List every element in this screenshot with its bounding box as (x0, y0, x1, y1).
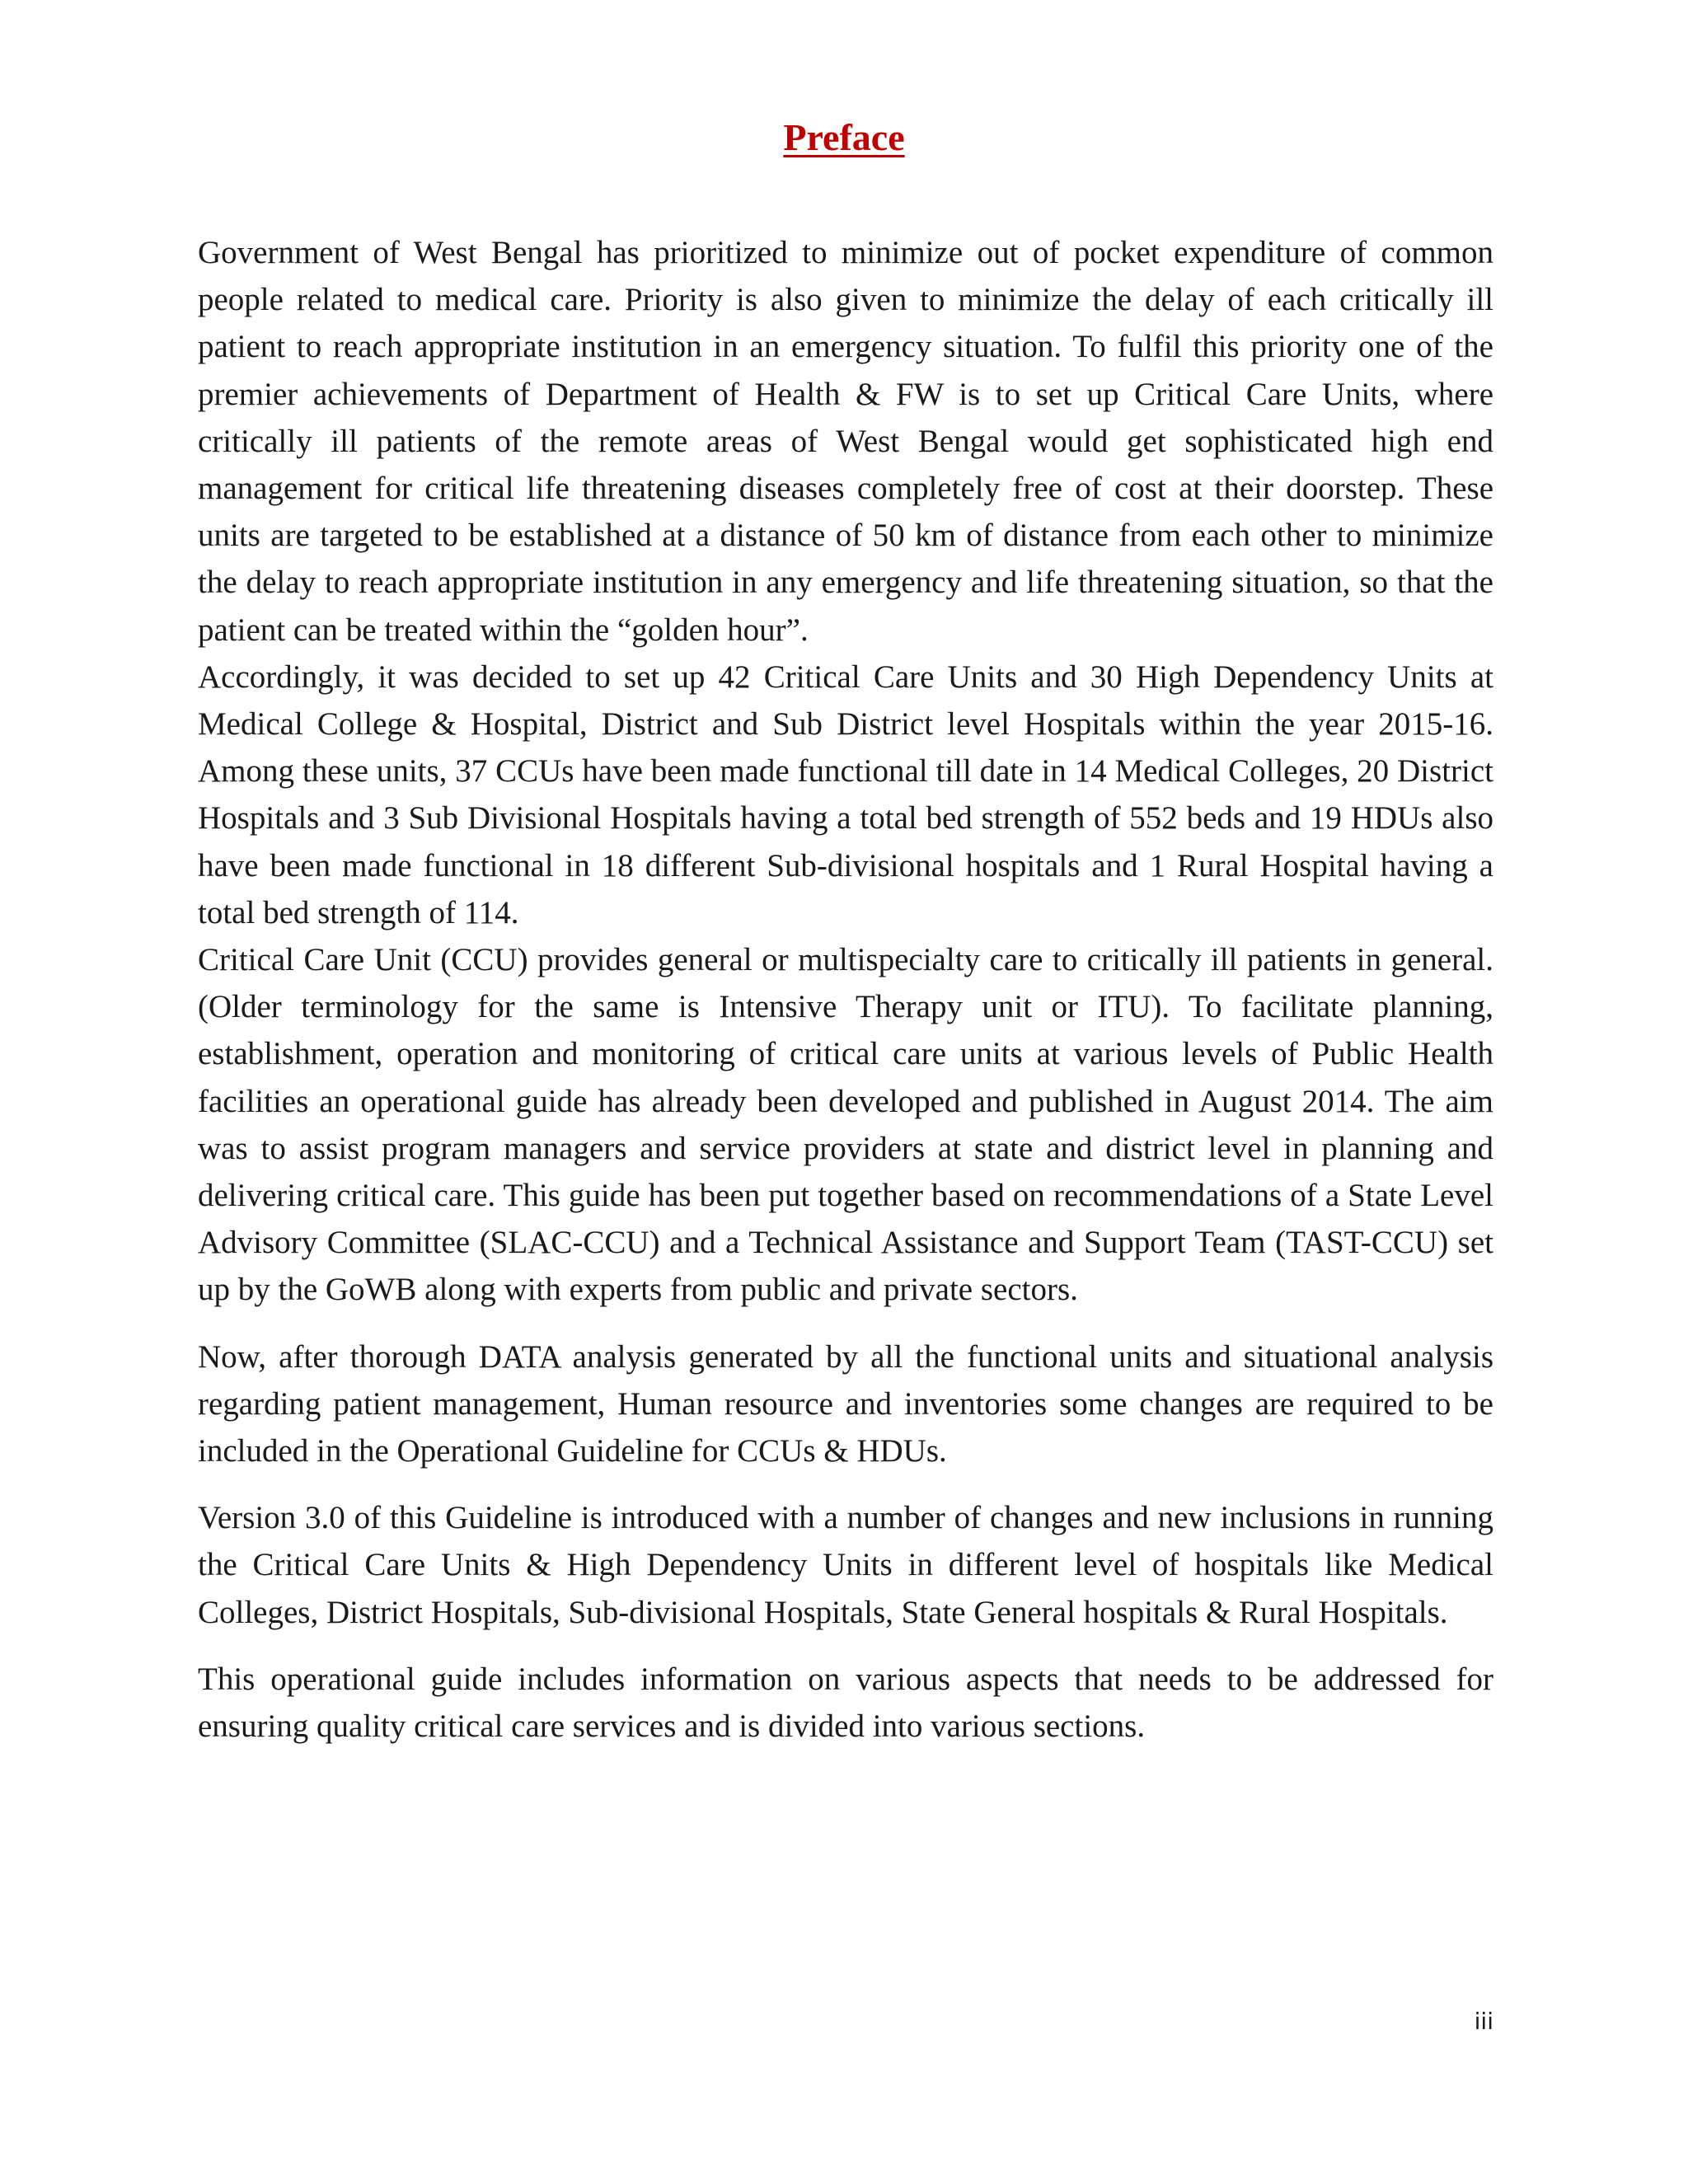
paragraph-units-setup: Accordingly, it was decided to set up 42 Critical Care Units and 30 High Dependency Units at Medical College & Hospital, District and Sub District level Hospitals within the year 2015-16. Among these units, 37 CCUs have been made functional till date in 14 Medical Colleges, 20 District Hospitals and 3 Sub Divisional Hospitals having a total bed strength of 552 beds and 19 HDUs also have been made functional in 18 different Sub-divisional hospitals and 1 Rural Hospital having a total bed strength of 114. (198, 658, 1493, 930)
paragraph-version-3: Version 3.0 of this Guideline is introduced with a number of changes and new inclusions in running the Critical Care Units & High Dependency Units in different level of hospitals like Medical Colleges, District Hospitals, Sub-divisional Hospitals, State General hospitals & Rural Hospitals. (198, 1500, 1493, 1630)
paragraph-ccu-definition: Critical Care Unit (CCU) provides general or multispecialty care to critically ill patients in general. (Older terminology for the same is Intensive Therapy unit or ITU). To facilitate planning, establishment, operation and monitoring of critical care units at various levels of Public Health facilities an operational guide has already been developed and published in August 2014. The aim was to assist program managers and service providers at state and district level in planning and delivering critical care. This guide has been put together based on recommendations of a State Level Advisory Committee (SLAC-CCU) and a Technical Assistance and Support Team (TAST-CCU) set up by the GoWB along with experts from public and private sectors. (198, 942, 1493, 1308)
paragraph-guide-sections: This operational guide includes information on various aspects that needs to be addressed for ensuring quality critical care services and is divided into various sections. (198, 1661, 1493, 1745)
page-number: iii (1474, 2008, 1493, 2035)
paragraph-government-priority: Government of West Bengal has prioritized to minimize out of pocket expenditure of common people related to medical care. Priority is also given to minimize the delay of each critically ill patient to reach appropriate institution in an emergency situation. To fulfil this priority one of the premier achievements of Department of Health & FW is to set up Critical Care Units, where critically ill patients of the remote areas of West Bengal would get sophisticated high end management for critical life threatening diseases completely free of cost at their doorstep. These units are targeted to be established at a distance of 50 km of distance from each other to minimize the delay to reach appropriate institution in any emergency and life threatening situation, so that the patient can be treated within the “golden hour”. (198, 235, 1493, 648)
page-title: Preface (783, 116, 905, 158)
paragraph-data-analysis: Now, after thorough DATA analysis generated by all the functional units and situational analysis regarding patient management, Human resource and inventories some changes are required to be included in the Operational Guideline for CCUs & HDUs. (198, 1338, 1493, 1469)
preface-body (198, 229, 1493, 1750)
